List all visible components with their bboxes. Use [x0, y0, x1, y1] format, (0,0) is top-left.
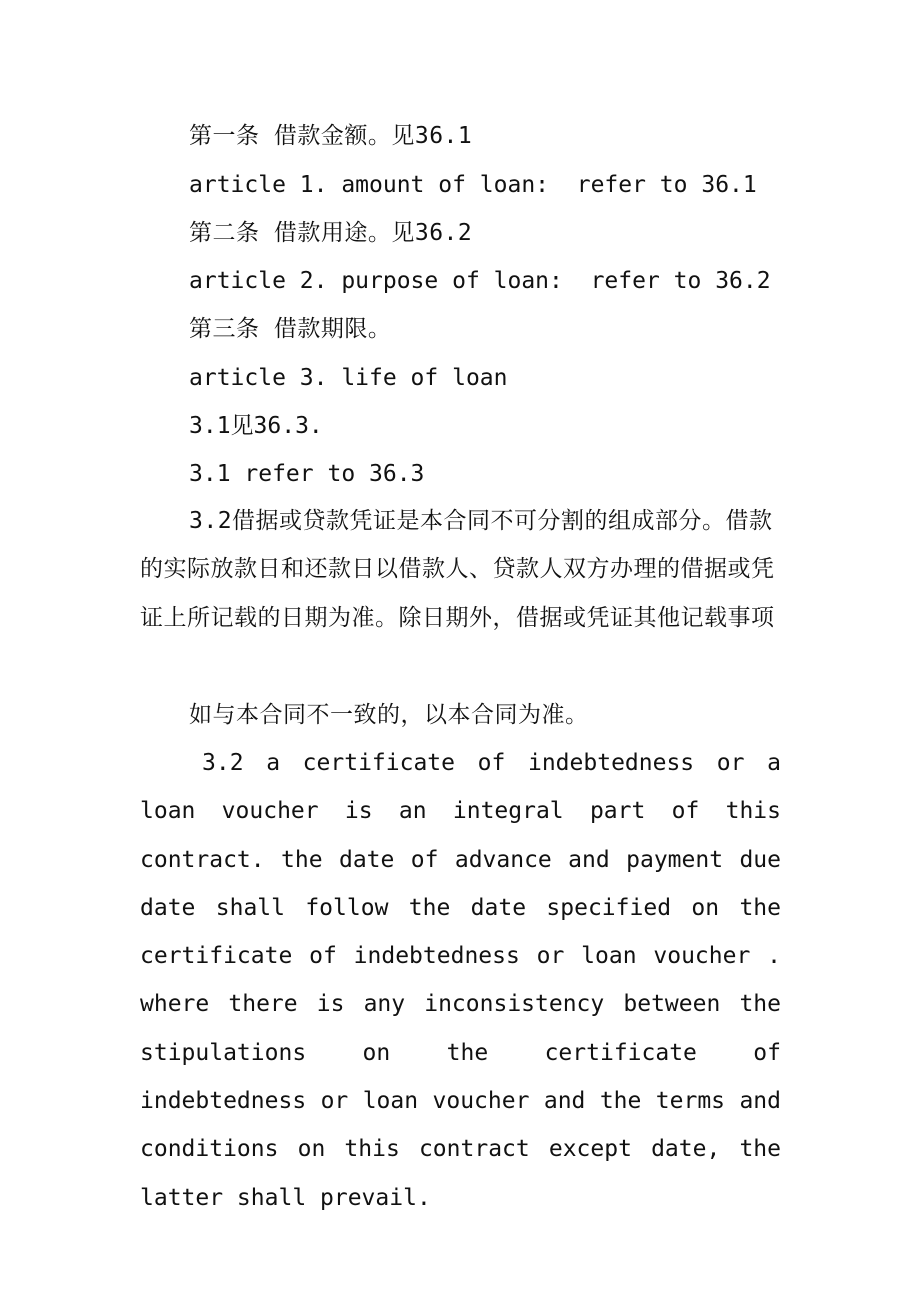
clause-3-2-english: 3.2 a certificate of indebtedness or a loan voucher is an integral part of this contract. the date of advance and payment due date shall follow the date specified on the certificate of indebtedness or loan voucher . where there is any inconsistency between the stipulations on the certificate of indebtedness or loan voucher and the terms and conditions on this contract except date, the latter shall prevail.: [140, 750, 781, 1211]
article-1-chinese: 第一条 借款金额。见36.1: [189, 123, 473, 149]
article-2-chinese: 第二条 借款用途。见36.2: [189, 220, 473, 246]
clause-3-2-chinese-continued: 如与本合同不一致的，以本合同为准。: [189, 702, 589, 728]
article-2-english: article 2. purpose of loan: refer to 36.2: [189, 268, 771, 294]
clause-3-2-chinese: 3.2借据或贷款凭证是本合同不可分割的组成部分。借款的实际放款日和还款日以借款人、贷款人双方办理的借据或凭证上所记载的日期为准。除日期外，借据或凭证其他记载事项: [140, 508, 775, 631]
clause-3-1-english: 3.1 refer to 36.3: [189, 461, 425, 487]
article-3-english: article 3. life of loan: [189, 365, 508, 391]
article-3-chinese: 第三条 借款期限。: [189, 316, 392, 342]
clause-3-1-chinese: 3.1见36.3.: [189, 413, 323, 439]
article-1-english: article 1. amount of loan: refer to 36.1: [189, 172, 757, 198]
